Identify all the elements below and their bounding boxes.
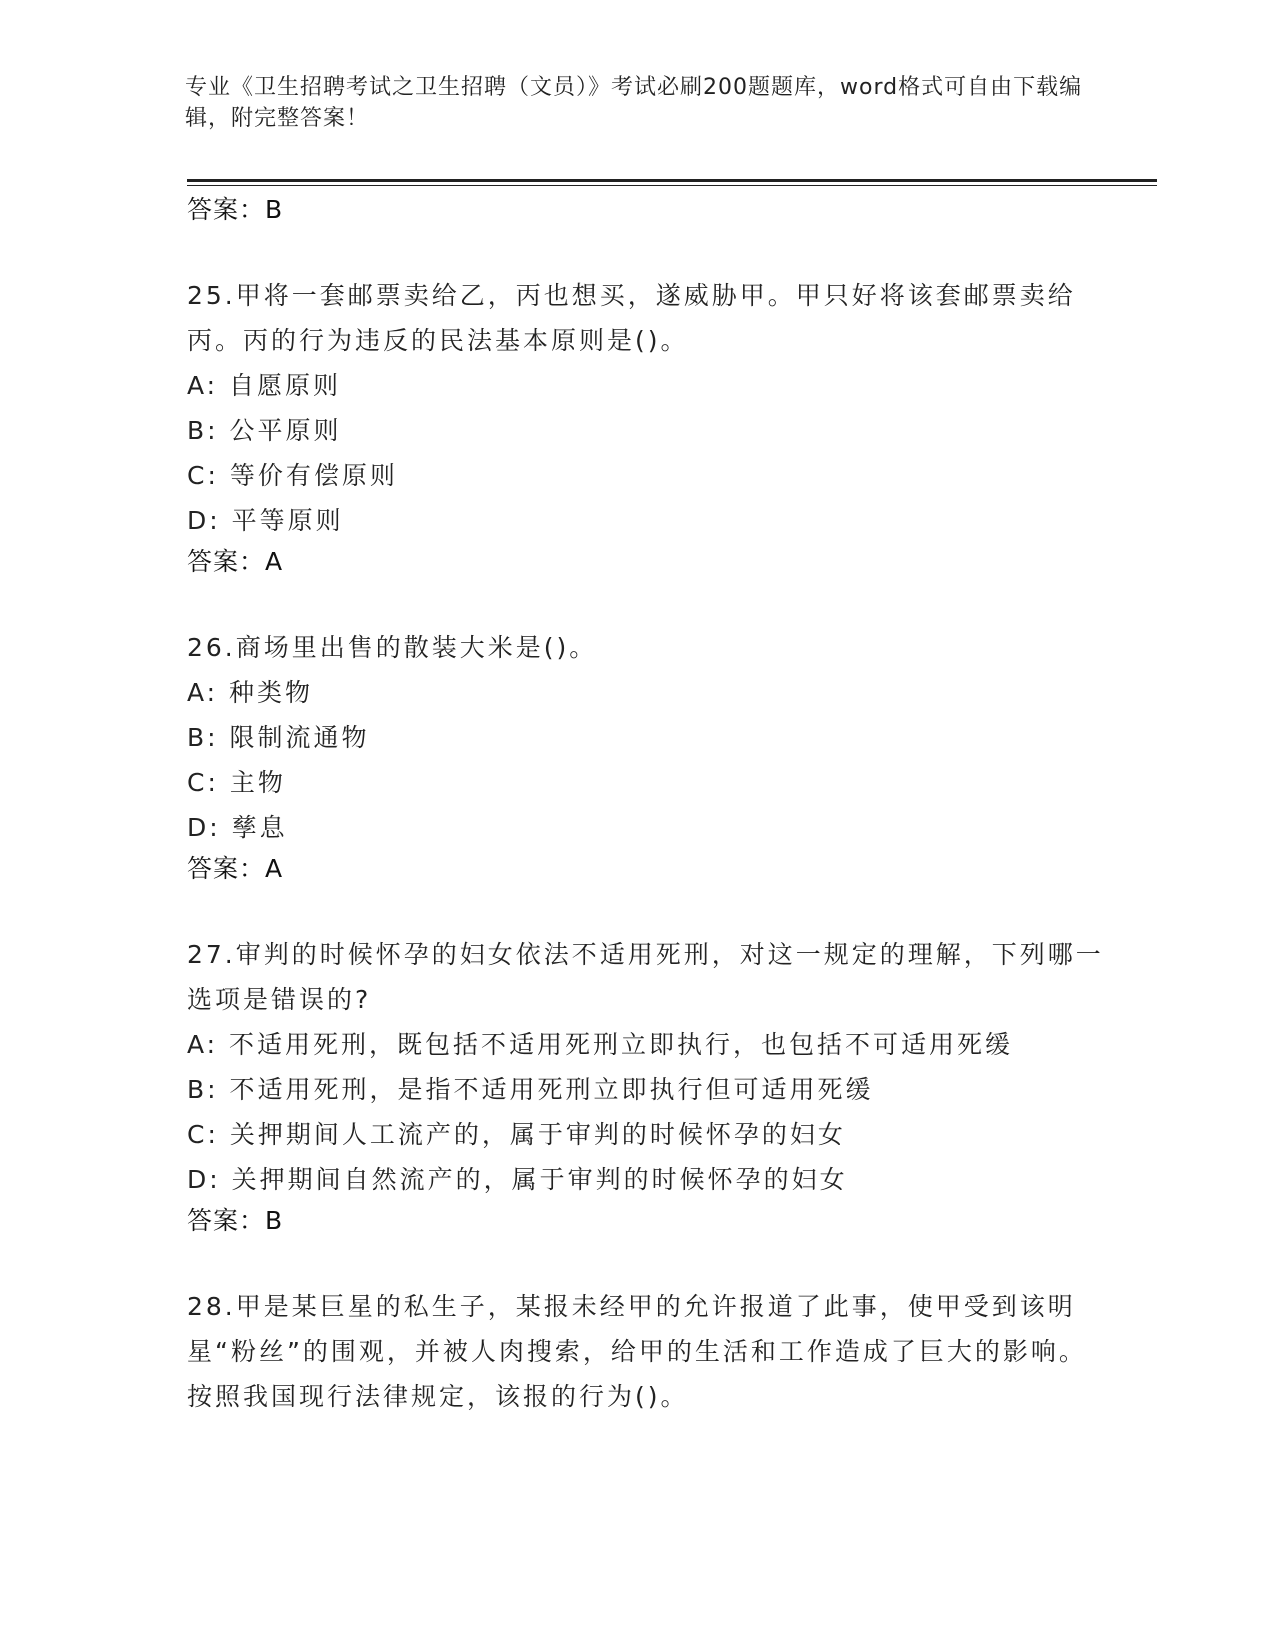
- option-b: B: 限制流通物: [187, 723, 370, 752]
- question-27: [187, 932, 1107, 1242]
- option-a: A: 自愿原则: [187, 371, 342, 400]
- question-28: [187, 1284, 1107, 1419]
- question-stem: 27.审判的时候怀孕的妇女依法不适用死刑，对这一规定的理解，下列哪一选项是错误的?: [187, 940, 1104, 1014]
- option-b: B: 公平原则: [187, 416, 342, 445]
- option-c: C: 主物: [187, 768, 286, 797]
- option-d: D: 孳息: [187, 813, 288, 842]
- answer-line: 答案：B: [187, 195, 284, 224]
- question-stem: 26.商场里出售的散装大米是()。: [187, 633, 598, 662]
- option-d: D: 关押期间自然流产的，属于审判的时候怀孕的妇女: [187, 1165, 848, 1194]
- option-c: C: 等价有偿原则: [187, 461, 398, 490]
- option-a: A: 种类物: [187, 678, 314, 707]
- answer-line: 答案：B: [187, 1206, 284, 1235]
- option-b: B: 不适用死刑，是指不适用死刑立即执行但可适用死缓: [187, 1075, 874, 1104]
- option-a: A: 不适用死刑，既包括不适用死刑立即执行，也包括不可适用死缓: [187, 1030, 1014, 1059]
- answer-line: 答案：A: [187, 547, 284, 576]
- question-stem: 28.甲是某巨星的私生子，某报未经甲的允许报道了此事，使甲受到该明星“粉丝”的围观，并被人肉搜索，给甲的生活和工作造成了巨大的影响。按照我国现行法律规定，该报的行为()。: [187, 1292, 1087, 1411]
- document-body: [187, 191, 1107, 1419]
- document-header: 专业《卫生招聘考试之卫生招聘（文员）》考试必刷200题题库，word格式可自由下载编辑，附完整答案！: [185, 75, 1083, 131]
- question-26: [187, 625, 1107, 890]
- header-divider-thick: [187, 179, 1157, 182]
- answer-line: 答案：A: [187, 854, 284, 883]
- option-d: D: 平等原则: [187, 506, 344, 535]
- question-25: [187, 273, 1107, 583]
- header-divider-thin: [187, 185, 1157, 186]
- question-stem: 25.甲将一套邮票卖给乙，丙也想买，遂威胁甲。甲只好将该套邮票卖给丙。丙的行为违反的民法基本原则是()。: [187, 281, 1076, 355]
- option-c: C: 关押期间人工流产的，属于审判的时候怀孕的妇女: [187, 1120, 846, 1149]
